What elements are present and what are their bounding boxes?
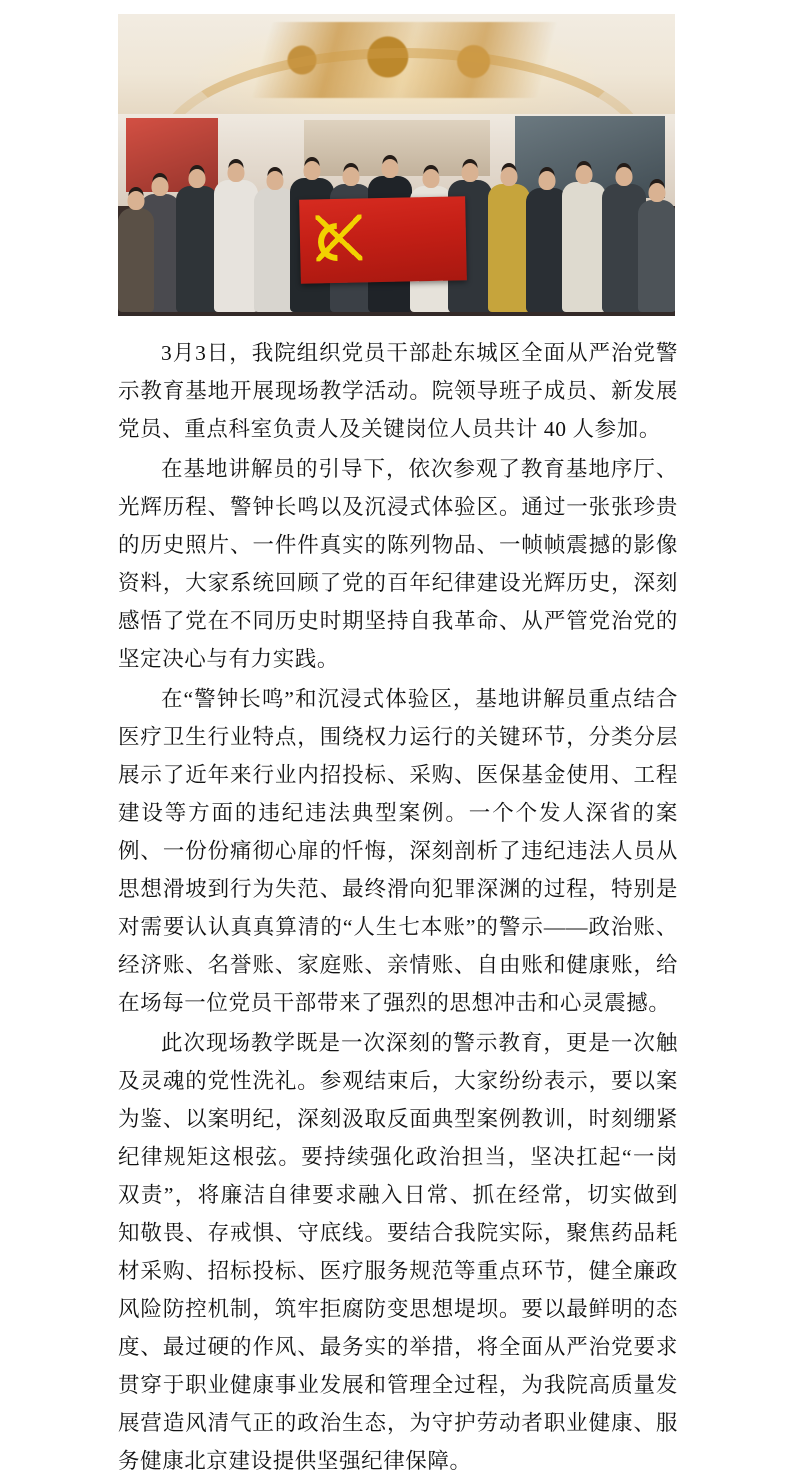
person [488,184,530,312]
hammer-sickle-icon [315,214,362,261]
person [118,208,154,312]
person [176,186,218,312]
person [638,200,675,312]
paragraph: 在基地讲解员的引导下，依次参观了教育基地序厅、光辉历程、警钟长鸣以及沉浸式体验区。通过一张张珍贵的历史照片、一件件真实的陈列物品、一帧帧震撼的影像资料，大家系统回顾了党的百年纪律建设光辉历史，深刻感悟了党在不同历史时期坚持自我革命、从严管党治党的坚定决心与有力实践。 [118,457,678,671]
person [562,182,606,312]
person [214,180,258,312]
paragraph: 此次现场教学既是一次深刻的警示教育，更是一次触及灵魂的党性洗礼。参观结束后，大家纷纷表示，要以案为鉴、以案明纪，深刻汲取反面典型案例教训，时刻绷紧纪律规矩这根弦。要持续强化政治担当，坚决扛起“一岗双责”，将廉洁自律要求融入日常、抓在经常，切实做到知敬畏、存戒惧、守底线。要结合我院实际，聚焦药品耗材采购、招标投标、医疗服务规范等重点环节，健全廉政风险防控机制，筑牢拒腐防变思想堤坝。要以最鲜明的态度、最过硬的作风、最务实的举措，将全面从严治党要求贯穿于职业健康事业发展和管理全过程，为我院高质量发展营造风清气正的政治生态，为守护劳动者职业健康、服务健康北京建设提供坚强纪律保障。 [118,1031,678,1473]
photo-background [118,14,675,316]
paragraph: 3月3日，我院组织党员干部赴东城区全面从严治党警示教育基地开展现场教学活动。院领导班子成员、新发展党员、重点科室负责人及关键岗位人员共计 40 人参加。 [118,341,678,441]
article-body [118,334,678,1480]
group-photo-figure [118,14,675,316]
party-flag [299,196,467,283]
paragraph: 在“警钟长鸣”和沉浸式体验区，基地讲解员重点结合医疗卫生行业特点，围绕权力运行的关键环节，分类分层展示了近年来行业内招投标、采购、医保基金使用、工程建设等方面的违纪违法典型案例。一个个发人深省的案例、一份份痛彻心扉的忏悔，深刻剖析了违纪违法人员从思想滑坡到行为失范、最终滑向犯罪深渊的过程，特别是对需要认认真真算清的“人生七本账”的警示——政治账、经济账、名誉账、家庭账、亲情账、自由账和健康账，给在场每一位党员干部带来了强烈的思想冲击和心灵震撼。 [118,687,678,1015]
